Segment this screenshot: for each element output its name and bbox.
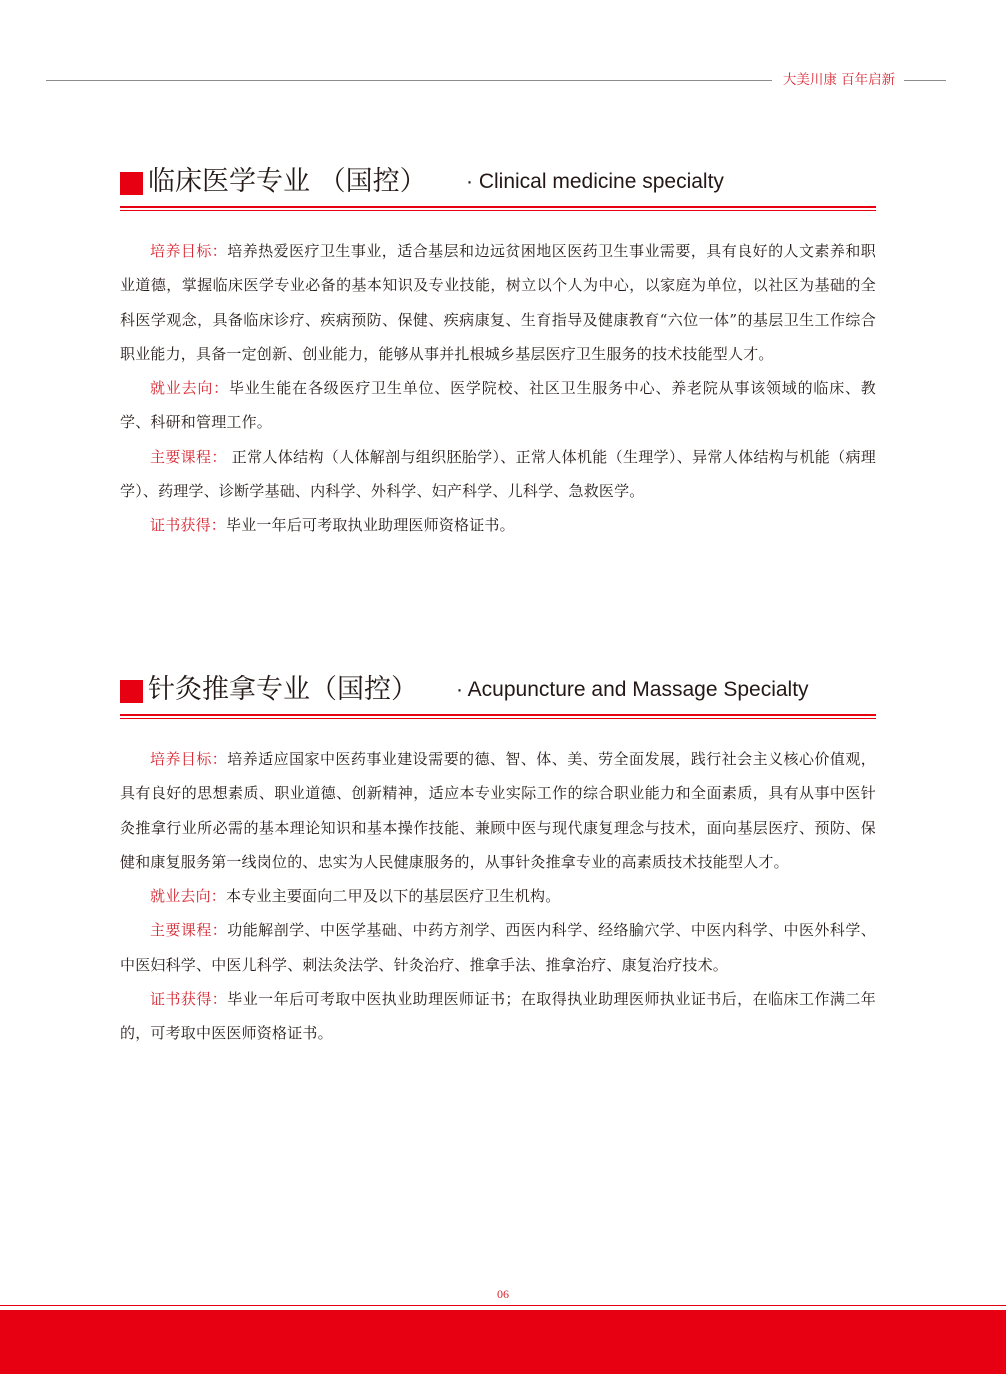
label-employment: 就业去向： — [150, 887, 227, 906]
section-title-zh: 针灸推拿专业（国控） — [148, 674, 418, 705]
section-title-en: · Clinical medicine specialty — [466, 170, 724, 193]
paragraph-certificate — [120, 982, 876, 1051]
text-training-goal: 培养适应国家中医药事业建设需要的德、智、体、美、劳全面发展，践行社会主义核心价值观，具有良好的思想素质、职业道德、创新精神，适应本专业实际工作的综合职业能力和全面素质，具有从事中医针灸推拿行业所必需的基本理论知识和基本操作技能、兼顾中医与现代康复理念与技术，面向基层医疗、预防、保健和康复服务第一线岗位的、忠实为人民健康服务的，从事针灸推拿专业的高素质技术技能型人才。 — [120, 750, 876, 871]
paragraph-certificate — [120, 508, 876, 542]
section-title — [120, 672, 876, 712]
text-certificate: 毕业一年后可考取中医执业助理医师证书；在取得执业助理医师执业证书后，在临床工作满二年的，可考取中医医师资格证书。 — [120, 990, 876, 1043]
footer-band — [0, 1310, 1006, 1374]
label-certificate: 证书获得： — [150, 990, 228, 1009]
text-courses: 正常人体结构（人体解剖与组织胚胎学）、正常人体机能（生理学）、异常人体结构与机能（病理学）、药理学、诊断学基础、内科学、外科学、妇产科学、儿科学、急救医学。 — [120, 447, 876, 501]
header-rule-right — [904, 80, 946, 81]
paragraph-courses — [120, 913, 876, 982]
paragraph-employment — [120, 879, 876, 913]
section-title-en: · Acupuncture and Massage Specialty — [456, 678, 809, 701]
paragraph-training-goal — [120, 234, 876, 371]
section-rule-thick — [120, 206, 876, 208]
red-square-bullet-icon — [120, 172, 143, 195]
page-number: 06 — [497, 1287, 509, 1301]
section-title — [120, 164, 876, 204]
text-training-goal: 培养热爱医疗卫生事业，适合基层和边远贫困地区医药卫生事业需要，具有良好的人文素养和职业道德，掌握临床医学专业必备的基本知识及专业技能，树立以个人为中心，以家庭为单位，以社区为基础的全科医学观念，具备临床诊疗、疾病预防、保健、疾病康复、生育指导及健康教育“六位一体”的基层卫生工作综合职业能力，具备一定创新、创业能力，能够从事并扎根城乡基层医疗卫生服务的技术技能型人才。 — [120, 242, 876, 363]
section-rule-thin — [120, 718, 876, 719]
section-body — [120, 234, 876, 543]
section-acupuncture-massage — [120, 672, 876, 1043]
text-courses: 功能解剖学、中医学基础、中药方剂学、西医内科学、经络腧穴学、中医内科学、中医外科学、中医妇科学、中医儿科学、刺法灸法学、针灸治疗、推拿手法、推拿治疗、康复治疗技术。 — [120, 921, 876, 974]
section-rule-thick — [120, 714, 876, 716]
section-rule-thin — [120, 210, 876, 211]
header-rule-left — [46, 80, 772, 81]
label-courses: 主要课程： — [150, 447, 227, 466]
label-courses: 主要课程： — [150, 921, 228, 940]
paragraph-employment — [120, 371, 876, 440]
label-employment: 就业去向： — [150, 379, 229, 398]
header-slogan: 大美川康 百年启新 — [782, 72, 896, 88]
section-title-zh: 临床医学专业 （国控） — [148, 166, 427, 197]
text-employment: 毕业生能在各级医疗卫生单位、医学院校、社区卫生服务中心、养老院从事该领域的临床、教学、科研和管理工作。 — [120, 379, 876, 432]
text-employment: 本专业主要面向二甲及以下的基层医疗卫生机构。 — [226, 887, 561, 906]
paragraph-training-goal — [120, 742, 876, 879]
label-training-goal: 培养目标： — [150, 242, 228, 260]
label-training-goal: 培养目标： — [150, 750, 228, 768]
paragraph-courses — [120, 440, 876, 509]
section-body — [120, 742, 876, 1051]
text-certificate: 毕业一年后可考取执业助理医师资格证书。 — [226, 516, 515, 535]
footer-rule — [0, 1305, 1006, 1306]
label-certificate: 证书获得： — [150, 516, 227, 535]
red-square-bullet-icon — [120, 680, 143, 703]
section-clinical-medicine — [120, 164, 876, 535]
